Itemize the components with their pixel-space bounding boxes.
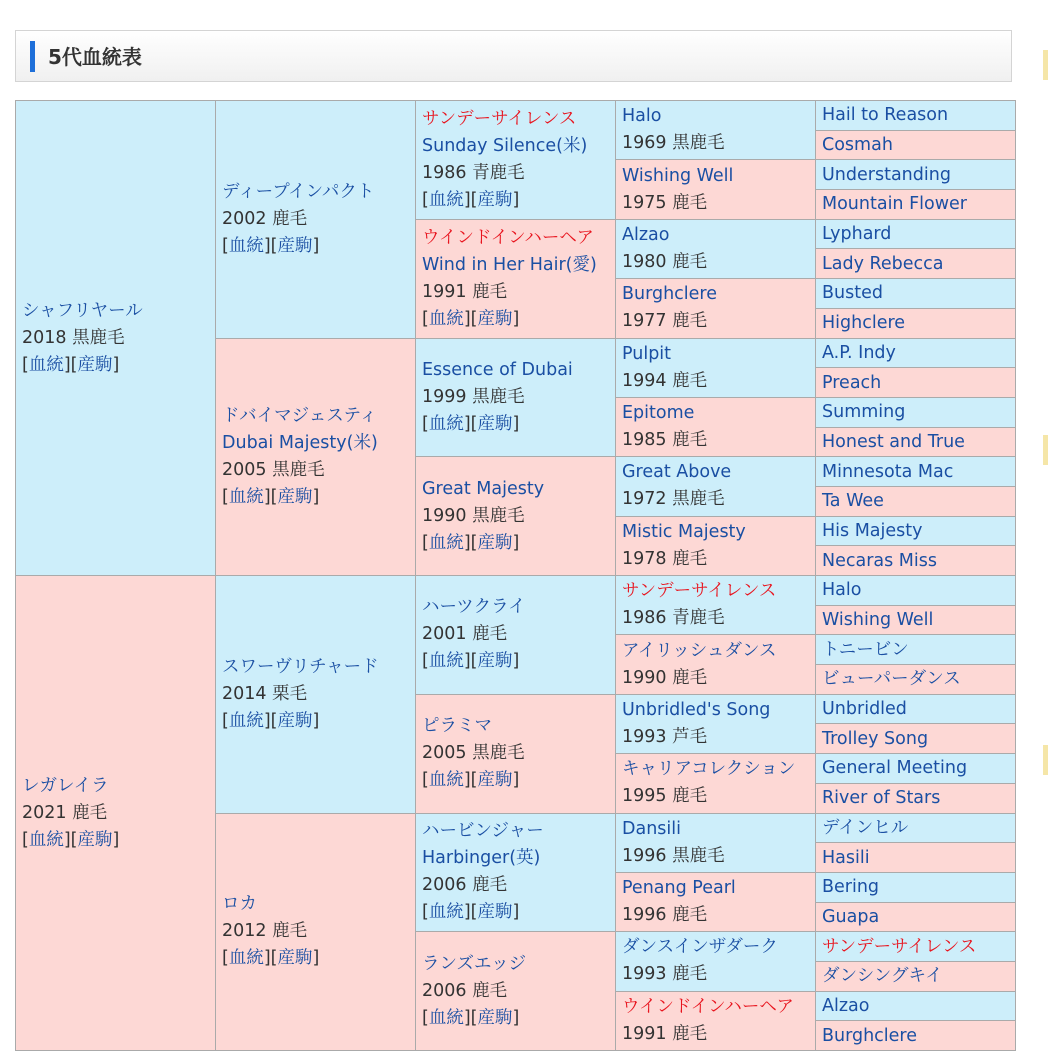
ancestor-gen5-11 [816, 427, 1016, 457]
horse-name-link[interactable]: ビューパーダンス [822, 669, 961, 690]
ancestor-gen2-3 [216, 813, 416, 1051]
horse-info: 1991 鹿毛 [422, 281, 508, 302]
horse-name-link[interactable]: ウインドインハーヘア [422, 227, 594, 248]
ancestor-gen2-0 [216, 101, 416, 339]
horse-origin-name[interactable]: Dubai Majesty(米) [222, 432, 378, 453]
heading-accent-bar [30, 41, 35, 72]
horse-links: [血統][産駒] [422, 413, 520, 434]
horse-name-link[interactable]: Alzao [622, 224, 670, 245]
pedigree-link[interactable]: 血統 [428, 308, 464, 329]
horse-name-link[interactable]: Summing [822, 402, 906, 423]
horse-name-link[interactable]: サンデーサイレンス [422, 108, 577, 129]
horse-name-link[interactable]: Trolley Song [822, 728, 929, 749]
ancestor-gen5-17 [816, 605, 1016, 635]
offspring-link[interactable]: 産駒 [477, 770, 513, 791]
ancestor-gen5-3 [816, 190, 1016, 220]
pedigree-link[interactable]: 血統 [428, 902, 464, 923]
horse-info: 1986 青鹿毛 [422, 162, 525, 183]
ancestor-gen2-1 [216, 338, 416, 576]
horse-links: [血統][産駒] [422, 1007, 520, 1028]
horse-name-link[interactable]: Wishing Well [622, 165, 734, 186]
horse-name-link[interactable]: ハーツクライ [422, 597, 526, 618]
horse-name-link[interactable]: Busted [822, 283, 883, 304]
ancestor-gen5-24 [816, 813, 1016, 843]
section-heading [15, 30, 1012, 82]
horse-name-link[interactable]: ランズエッジ [422, 953, 527, 974]
offspring-link[interactable]: 産駒 [277, 486, 313, 507]
horse-name-link[interactable]: Cosmah [822, 135, 893, 156]
pedigree-link[interactable]: 血統 [28, 829, 64, 850]
horse-name-link[interactable]: Ta Wee [822, 491, 884, 512]
horse-info: 2006 鹿毛 [422, 980, 508, 1001]
ancestor-gen4-10 [616, 694, 816, 753]
horse-info: 1969 黒鹿毛 [622, 133, 725, 154]
horse-info: 1980 鹿毛 [622, 251, 708, 272]
offspring-link[interactable]: 産駒 [477, 308, 513, 329]
ancestor-gen5-28 [816, 932, 1016, 962]
ancestor-gen5-2 [816, 160, 1016, 190]
ancestor-gen4-3 [616, 279, 816, 338]
horse-info: 1991 鹿毛 [622, 1023, 708, 1044]
pedigree-link[interactable]: 血統 [228, 948, 264, 969]
ancestor-gen5-21 [816, 724, 1016, 754]
ancestor-gen5-26 [816, 872, 1016, 902]
ancestor-gen5-31 [816, 1021, 1016, 1051]
ancestor-gen4-2 [616, 219, 816, 278]
horse-name-link[interactable]: Burghclere [622, 284, 718, 305]
ancestor-gen5-29 [816, 961, 1016, 991]
ancestor-gen3-4 [416, 576, 616, 695]
ancestor-gen3-1 [416, 219, 616, 338]
horse-name-link[interactable]: Hasili [822, 847, 870, 868]
horse-name-link[interactable]: Necaras Miss [822, 550, 937, 571]
ancestor-gen4-12 [616, 813, 816, 872]
horse-info: 2014 栗毛 [222, 683, 308, 704]
ancestor-gen1-1 [16, 576, 216, 1051]
ancestor-gen5-22 [816, 754, 1016, 784]
ancestor-gen1-0 [16, 101, 216, 576]
offspring-link[interactable]: 産駒 [277, 235, 313, 256]
ancestor-gen5-18 [816, 635, 1016, 665]
pedigree-link[interactable]: 血統 [28, 354, 64, 375]
ancestor-gen5-16 [816, 576, 1016, 606]
scroll-marker [1043, 435, 1048, 465]
pedigree-row [16, 101, 1016, 131]
ancestor-gen5-12 [816, 457, 1016, 487]
horse-name-link[interactable]: Epitome [622, 403, 695, 424]
ancestor-gen5-13 [816, 486, 1016, 516]
pedigree-link[interactable]: 血統 [228, 235, 264, 256]
pedigree-link[interactable]: 血統 [428, 1007, 464, 1028]
horse-name-link[interactable]: A.P. Indy [822, 342, 896, 363]
offspring-link[interactable]: 産駒 [477, 413, 513, 434]
horse-name-link[interactable]: サンデーサイレンス [822, 936, 977, 957]
scrollbar-track[interactable] [1043, 0, 1048, 1038]
horse-name-link[interactable]: キャリアコレクション [622, 759, 796, 780]
horse-links: [血統][産駒] [222, 948, 320, 969]
pedigree-link[interactable]: 血統 [428, 651, 464, 672]
horse-info: 1985 鹿毛 [622, 430, 708, 451]
offspring-link[interactable]: 産駒 [477, 1007, 513, 1028]
horse-info: 2005 黒鹿毛 [422, 743, 525, 764]
horse-name-link[interactable]: ウインドインハーヘア [622, 996, 794, 1017]
horse-name-link[interactable]: Bering [822, 877, 880, 898]
horse-info: 2012 鹿毛 [222, 921, 308, 942]
horse-name-link[interactable]: Mountain Flower [822, 194, 967, 215]
horse-info: 1978 鹿毛 [622, 548, 708, 569]
horse-info: 2018 黒鹿毛 [22, 327, 125, 348]
horse-name-link[interactable]: スワーヴリチャード [222, 656, 379, 677]
horse-name-link[interactable]: Dansili [622, 818, 681, 839]
horse-name-link[interactable]: Understanding [822, 164, 951, 185]
horse-info: 1975 鹿毛 [622, 192, 708, 213]
horse-name-link[interactable]: サンデーサイレンス [622, 581, 777, 602]
offspring-link[interactable]: 産駒 [277, 710, 313, 731]
ancestor-gen4-0 [616, 101, 816, 160]
ancestor-gen4-13 [616, 872, 816, 931]
horse-links: [血統][産駒] [22, 829, 120, 850]
horse-name-link[interactable]: ドバイマジェスティ [222, 405, 378, 426]
horse-info: 1994 鹿毛 [622, 370, 708, 391]
ancestor-gen3-2 [416, 338, 616, 457]
horse-info: 2006 鹿毛 [422, 875, 508, 896]
horse-name-link[interactable]: Honest and True [822, 431, 965, 452]
horse-links: [血統][産駒] [422, 532, 520, 553]
horse-name-link[interactable]: Essence of Dubai [422, 359, 573, 380]
horse-info: 1972 黒鹿毛 [622, 489, 725, 510]
ancestor-gen4-9 [616, 635, 816, 694]
horse-links: [血統][産駒] [222, 235, 320, 256]
ancestor-gen5-6 [816, 279, 1016, 309]
ancestor-gen5-20 [816, 694, 1016, 724]
horse-info: 1995 鹿毛 [622, 786, 708, 807]
horse-name-link[interactable]: Alzao [822, 995, 870, 1016]
ancestor-gen5-4 [816, 219, 1016, 249]
ancestor-gen5-10 [816, 397, 1016, 427]
horse-info: 1990 黒鹿毛 [422, 505, 525, 526]
horse-info: 1993 鹿毛 [622, 964, 708, 985]
horse-name-link[interactable]: Hail to Reason [822, 105, 949, 126]
horse-origin-name[interactable]: Harbinger(英) [422, 848, 541, 869]
pedigree-link[interactable]: 血統 [428, 532, 464, 553]
offspring-link[interactable]: 産駒 [477, 189, 513, 210]
ancestor-gen5-15 [816, 546, 1016, 576]
horse-links: [血統][産駒] [22, 354, 120, 375]
ancestor-gen5-1 [816, 130, 1016, 160]
ancestor-gen3-3 [416, 457, 616, 576]
ancestor-gen4-8 [616, 576, 816, 635]
horse-links: [血統][産駒] [422, 902, 520, 923]
horse-origin-name[interactable]: Wind in Her Hair(愛) [422, 254, 597, 275]
horse-name-link[interactable]: Burghclere [822, 1025, 918, 1046]
horse-info: 1990 鹿毛 [622, 667, 708, 688]
horse-name-link[interactable]: Guapa [822, 906, 880, 927]
horse-name-link[interactable]: ロカ [222, 894, 257, 915]
horse-name-link[interactable]: シャフリヤール [22, 300, 143, 321]
horse-name-link[interactable]: Lady Rebecca [822, 253, 944, 274]
horse-links: [血統][産駒] [222, 710, 320, 731]
scroll-marker [1043, 745, 1048, 775]
horse-info: 1996 黒鹿毛 [622, 845, 725, 866]
ancestor-gen4-7 [616, 516, 816, 575]
horse-name-link[interactable]: Unbridled [822, 699, 907, 720]
ancestor-gen4-5 [616, 397, 816, 456]
ancestor-gen5-7 [816, 308, 1016, 338]
horse-origin-name[interactable]: Sunday Silence(米) [422, 135, 588, 156]
ancestor-gen4-11 [616, 754, 816, 813]
horse-name-link[interactable]: General Meeting [822, 758, 968, 779]
horse-name-link[interactable]: Preach [822, 372, 882, 393]
horse-links: [血統][産駒] [422, 651, 520, 672]
horse-info: 1993 芦毛 [622, 726, 708, 747]
ancestor-gen3-7 [416, 932, 616, 1051]
horse-name-link[interactable]: アイリッシュダンス [622, 640, 777, 661]
horse-name-link[interactable]: Penang Pearl [622, 878, 736, 899]
ancestor-gen5-5 [816, 249, 1016, 279]
horse-name-link[interactable]: デインヒル [822, 817, 909, 838]
horse-name-link[interactable]: Halo [822, 580, 862, 601]
pedigree-link[interactable]: 血統 [428, 770, 464, 791]
horse-links: [血統][産駒] [422, 770, 520, 791]
ancestor-gen5-8 [816, 338, 1016, 368]
horse-name-link[interactable]: Great Above [622, 462, 732, 483]
horse-info: 2001 鹿毛 [422, 624, 508, 645]
horse-name-link[interactable]: Mistic Majesty [622, 521, 746, 542]
horse-info: 1977 鹿毛 [622, 311, 708, 332]
offspring-link[interactable]: 産駒 [277, 948, 313, 969]
ancestor-gen5-19 [816, 665, 1016, 695]
horse-info: 1999 黒鹿毛 [422, 386, 525, 407]
ancestor-gen5-30 [816, 991, 1016, 1021]
offspring-link[interactable]: 産駒 [477, 651, 513, 672]
horse-name-link[interactable]: ダンスインザダーク [622, 937, 778, 958]
ancestor-gen4-1 [616, 160, 816, 219]
ancestor-gen4-6 [616, 457, 816, 516]
horse-name-link[interactable]: His Majesty [822, 520, 923, 541]
ancestor-gen5-0 [816, 101, 1016, 131]
pedigree-table [15, 100, 1016, 1051]
horse-links: [血統][産駒] [422, 189, 520, 210]
pedigree-row [16, 576, 1016, 606]
horse-links: [血統][産駒] [222, 486, 320, 507]
offspring-link[interactable]: 産駒 [77, 354, 113, 375]
pedigree-link[interactable]: 血統 [228, 486, 264, 507]
horse-name-link[interactable]: Great Majesty [422, 478, 545, 499]
ancestor-gen4-4 [616, 338, 816, 397]
scroll-marker [1043, 50, 1048, 80]
horse-name-link[interactable]: Pulpit [622, 343, 672, 364]
horse-name-link[interactable]: ハービンジャー [422, 821, 544, 842]
pedigree-link[interactable]: 血統 [228, 710, 264, 731]
horse-name-link[interactable]: ダンシングキイ [822, 966, 943, 987]
ancestor-gen4-15 [616, 991, 816, 1050]
horse-name-link[interactable]: Lyphard [822, 224, 892, 245]
ancestor-gen5-27 [816, 902, 1016, 932]
horse-links: [血統][産駒] [422, 308, 520, 329]
horse-name-link[interactable]: レガレイラ [22, 775, 109, 796]
ancestor-gen2-2 [216, 576, 416, 814]
offspring-link[interactable]: 産駒 [77, 829, 113, 850]
horse-name-link[interactable]: ディープインパクト [222, 181, 375, 202]
horse-info: 2021 鹿毛 [22, 802, 108, 823]
ancestor-gen5-25 [816, 843, 1016, 873]
horse-name-link[interactable]: Wishing Well [822, 610, 934, 631]
section-title: 5代血統表 [48, 45, 142, 69]
ancestor-gen5-9 [816, 368, 1016, 398]
pedigree-link[interactable]: 血統 [428, 413, 464, 434]
pedigree-link[interactable]: 血統 [428, 189, 464, 210]
ancestor-gen5-23 [816, 783, 1016, 813]
horse-info: 2005 黒鹿毛 [222, 459, 325, 480]
horse-name-link[interactable]: ピラミマ [422, 716, 492, 737]
horse-info: 1986 青鹿毛 [622, 608, 725, 629]
offspring-link[interactable]: 産駒 [477, 902, 513, 923]
horse-name-link[interactable]: Highclere [822, 313, 906, 334]
horse-name-link[interactable]: River of Stars [822, 788, 941, 809]
ancestor-gen3-5 [416, 694, 616, 813]
horse-info: 1996 鹿毛 [622, 905, 708, 926]
horse-info: 2002 鹿毛 [222, 208, 308, 229]
ancestor-gen4-14 [616, 932, 816, 991]
horse-name-link[interactable]: Halo [622, 106, 662, 127]
ancestor-gen3-0 [416, 101, 616, 220]
horse-name-link[interactable]: Minnesota Mac [822, 461, 954, 482]
horse-name-link[interactable]: トニービン [822, 639, 909, 660]
horse-name-link[interactable]: Unbridled's Song [622, 699, 771, 720]
ancestor-gen5-14 [816, 516, 1016, 546]
offspring-link[interactable]: 産駒 [477, 532, 513, 553]
ancestor-gen3-6 [416, 813, 616, 932]
